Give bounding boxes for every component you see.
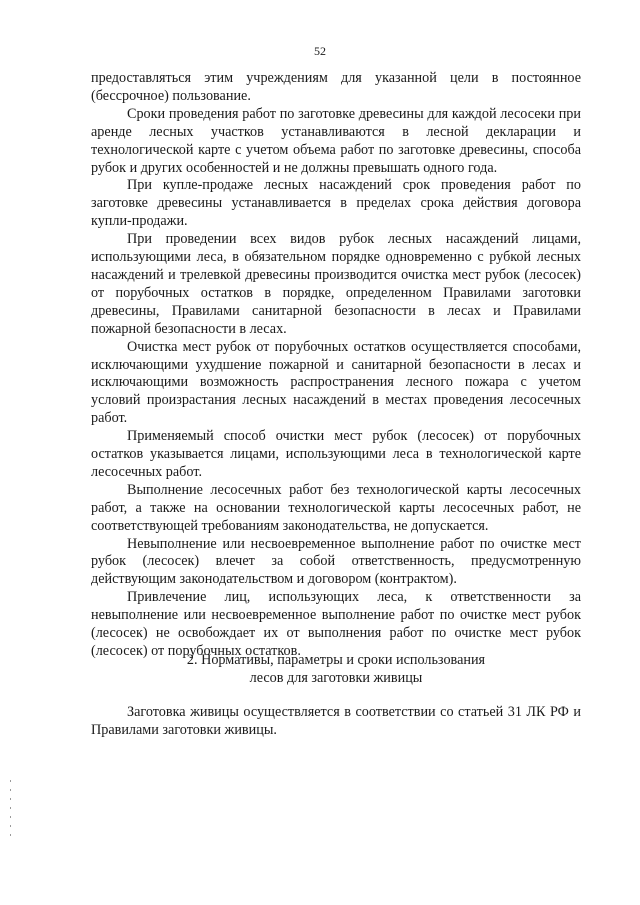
section-heading-line2: лесов для заготовки живицы [249,670,423,686]
section-heading [91,651,581,687]
paragraph-cleanup-obligation: При проведении всех видов рубок лесных насаждений лицами, использующими леса, в обязательном порядке одновременно с рубкой лесных насаждений и трелевкой древесины производится очистка мест рубок (лесосек) от порубочных остатков в порядке, определенном Правилами заготовки древесины, Правилами санитарной безопасности в лесах и Правилами пожарной безопасности в лесах. [91,231,581,337]
page-number: 52 [314,44,326,58]
paragraph-liability-not-exempt: Привлечение лиц, использующих леса, к ответственности за невыполнение или несвоевременное выполнение работ по очистке мест рубок (лесосек) не освобождает их от выполнения работ по очистке мест рубок (лесосек) от порубочных остатков. [91,589,581,659]
paragraph-liability: Невыполнение или несвоевременное выполнение работ по очистке мест рубок (лесосек) влечет за собой ответственность, предусмотренную действующим законодательством и договором (контрактом). [91,535,581,588]
body-text [91,70,581,661]
paragraph-sale-terms: При купле-продаже лесных насаждений срок проведения работ по заготовке древесины устанавливается в пределах срока действия договора купли-продажи. [91,177,581,230]
section-heading-line1: 2. Нормативы, параметры и сроки использования [186,652,486,668]
paragraph-cleanup-method-specified: Применяемый способ очистки мест рубок (лесосек) от порубочных остатков указывается лицами, использующими леса в технологической карте лесосечных работ. [91,428,581,480]
section-body [91,703,581,739]
paragraph-resin-harvesting: Заготовка живицы осуществляется в соответствии со статьей 31 ЛК РФ и Правилами заготовки живицы. [91,704,581,738]
paragraph-continuation: предоставляться этим учреждениям для указанной цели в постоянное (бессрочное) пользование. [91,70,581,104]
paragraph-no-tech-map: Выполнение лесосечных работ без технологической карты лесосечных работ, а также на основании технологической карты лесосечных работ, не соответствующей требованиям законодательства, не допускается. [91,481,581,534]
paragraph-lease-terms: Сроки проведения работ по заготовке древесины для каждой лесосеки при аренде лесных участков устанавливаются в лесной декларации и технологической карте с учетом объема работ по заготовке древесины, способа рубок и других особенностей и не должны превышать одного года. [91,105,581,176]
paragraph-cleanup-methods: Очистка мест рубок от порубочных остатков осуществляется способами, исключающими ухудшение пожарной и санитарной безопасности в лесах и исключающими возможность распространения лесного пожара с учетом условий произрастания лесных насаждений в местах проведения лесосечных работ. [91,338,581,427]
margin-scan-mark [10,780,11,840]
